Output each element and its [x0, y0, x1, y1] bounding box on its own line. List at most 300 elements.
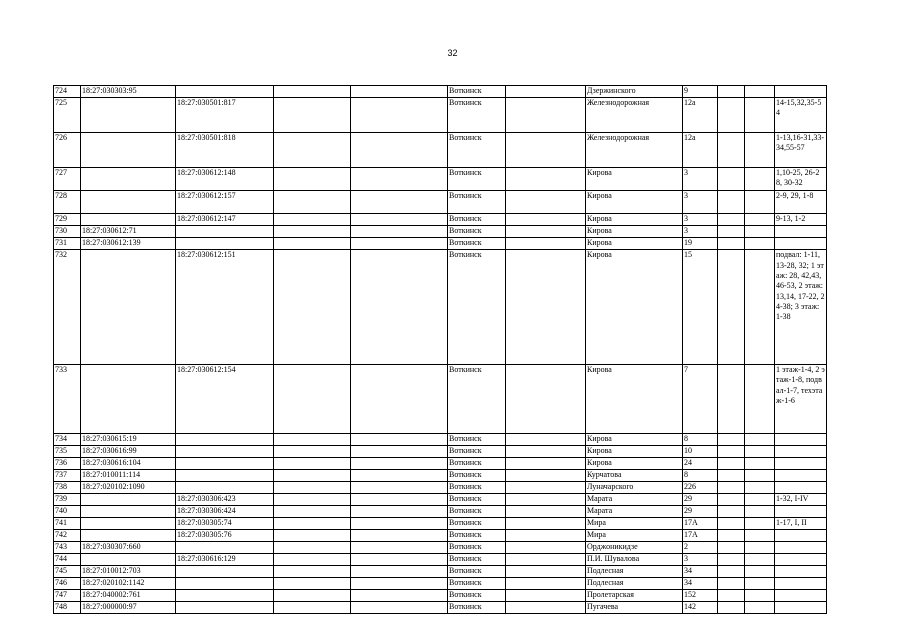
table-row — [54, 250, 827, 365]
street-cell: Дзержинского — [586, 86, 683, 98]
city-cell: Воткинск — [448, 553, 506, 565]
property-registry-table — [53, 85, 827, 614]
empty-cell — [745, 541, 775, 553]
cadastral-number-cell — [81, 250, 176, 365]
empty-cell — [506, 589, 586, 601]
cadastral-number-cell: 18:27:030303:95 — [81, 86, 176, 98]
empty-cell — [351, 190, 448, 213]
house-number-cell: 3 — [683, 190, 718, 213]
cadastral-number-cell: 18:27:010012:703 — [81, 565, 176, 577]
cadastral-number-cell — [81, 132, 176, 167]
city-cell: Воткинск — [448, 226, 506, 238]
empty-cell — [718, 517, 745, 529]
cadastral-number-cell: 18:27:020102:1090 — [81, 481, 176, 493]
empty-cell — [274, 86, 351, 98]
cadastral-number-cell: 18:27:030612:139 — [81, 238, 176, 250]
street-cell: Орджоникидзе — [586, 541, 683, 553]
table-row — [54, 505, 827, 517]
street-cell: Кирова — [586, 250, 683, 365]
house-number-cell: 19 — [683, 238, 718, 250]
room-cadastral-number-cell — [176, 481, 274, 493]
table-row — [54, 517, 827, 529]
empty-cell — [718, 250, 745, 365]
house-number-cell: 8 — [683, 469, 718, 481]
empty-cell — [274, 214, 351, 226]
empty-cell — [745, 589, 775, 601]
empty-cell — [506, 214, 586, 226]
row-number-cell: 741 — [54, 517, 81, 529]
cadastral-number-cell — [81, 517, 176, 529]
house-number-cell: 142 — [683, 601, 718, 613]
empty-cell — [274, 481, 351, 493]
empty-cell — [718, 226, 745, 238]
empty-cell — [351, 214, 448, 226]
room-numbers-cell — [775, 433, 827, 445]
room-numbers-cell — [775, 457, 827, 469]
house-number-cell: 226 — [683, 481, 718, 493]
row-number-cell: 739 — [54, 493, 81, 505]
street-cell: Кирова — [586, 214, 683, 226]
empty-cell — [745, 553, 775, 565]
empty-cell — [351, 553, 448, 565]
house-number-cell: 29 — [683, 505, 718, 517]
city-cell: Воткинск — [448, 589, 506, 601]
street-cell: Подлесная — [586, 577, 683, 589]
cadastral-number-cell: 18:27:030615:19 — [81, 433, 176, 445]
empty-cell — [718, 529, 745, 541]
room-numbers-cell: 1 этаж-1-4, 2 этаж-1-8, подвал-1-7, техэтаж-1-6 — [775, 364, 827, 433]
house-number-cell: 8 — [683, 433, 718, 445]
empty-cell — [274, 469, 351, 481]
empty-cell — [506, 445, 586, 457]
empty-cell — [274, 541, 351, 553]
house-number-cell: 10 — [683, 445, 718, 457]
row-number-cell: 737 — [54, 469, 81, 481]
empty-cell — [351, 541, 448, 553]
empty-cell — [745, 445, 775, 457]
empty-cell — [351, 505, 448, 517]
empty-cell — [745, 250, 775, 365]
empty-cell — [718, 457, 745, 469]
empty-cell — [351, 565, 448, 577]
room-numbers-cell — [775, 226, 827, 238]
row-number-cell: 747 — [54, 589, 81, 601]
room-numbers-cell: 1-17, I, II — [775, 517, 827, 529]
row-number-cell: 746 — [54, 577, 81, 589]
empty-cell — [745, 238, 775, 250]
city-cell: Воткинск — [448, 190, 506, 213]
row-number-cell: 743 — [54, 541, 81, 553]
row-number-cell: 734 — [54, 433, 81, 445]
table-row — [54, 481, 827, 493]
empty-cell — [745, 457, 775, 469]
empty-cell — [506, 98, 586, 133]
empty-cell — [506, 481, 586, 493]
house-number-cell: 29 — [683, 493, 718, 505]
table-row — [54, 529, 827, 541]
empty-cell — [351, 517, 448, 529]
row-number-cell: 748 — [54, 601, 81, 613]
street-cell: Железнодорожная — [586, 132, 683, 167]
city-cell: Воткинск — [448, 505, 506, 517]
empty-cell — [351, 457, 448, 469]
street-cell: Железнодорожная — [586, 98, 683, 133]
empty-cell — [351, 469, 448, 481]
table-row — [54, 433, 827, 445]
table-row — [54, 226, 827, 238]
room-numbers-cell — [775, 565, 827, 577]
empty-cell — [506, 505, 586, 517]
empty-cell — [274, 529, 351, 541]
empty-cell — [351, 238, 448, 250]
street-cell: Кирова — [586, 433, 683, 445]
city-cell: Воткинск — [448, 577, 506, 589]
empty-cell — [274, 364, 351, 433]
row-number-cell: 728 — [54, 190, 81, 213]
city-cell: Воткинск — [448, 250, 506, 365]
row-number-cell: 744 — [54, 553, 81, 565]
table-row — [54, 238, 827, 250]
empty-cell — [274, 226, 351, 238]
cadastral-number-cell: 18:27:040002:761 — [81, 589, 176, 601]
room-numbers-cell: 1-32, I-IV — [775, 493, 827, 505]
cadastral-number-cell — [81, 364, 176, 433]
empty-cell — [274, 601, 351, 613]
empty-cell — [351, 364, 448, 433]
cadastral-number-cell — [81, 553, 176, 565]
empty-cell — [745, 433, 775, 445]
city-cell: Воткинск — [448, 517, 506, 529]
street-cell: Пролетарская — [586, 589, 683, 601]
empty-cell — [745, 601, 775, 613]
city-cell: Воткинск — [448, 541, 506, 553]
empty-cell — [274, 445, 351, 457]
house-number-cell: 7 — [683, 364, 718, 433]
table-row — [54, 190, 827, 213]
room-cadastral-number-cell — [176, 541, 274, 553]
house-number-cell: 3 — [683, 553, 718, 565]
empty-cell — [718, 565, 745, 577]
city-cell: Воткинск — [448, 445, 506, 457]
empty-cell — [745, 505, 775, 517]
row-number-cell: 735 — [54, 445, 81, 457]
cadastral-number-cell — [81, 529, 176, 541]
empty-cell — [718, 469, 745, 481]
table-row — [54, 553, 827, 565]
empty-cell — [745, 481, 775, 493]
empty-cell — [506, 132, 586, 167]
empty-cell — [274, 132, 351, 167]
table-row — [54, 132, 827, 167]
table-row — [54, 601, 827, 613]
room-numbers-cell — [775, 445, 827, 457]
room-cadastral-number-cell — [176, 589, 274, 601]
city-cell: Воткинск — [448, 238, 506, 250]
empty-cell — [718, 541, 745, 553]
cadastral-number-cell: 18:27:000000:97 — [81, 601, 176, 613]
empty-cell — [745, 167, 775, 190]
row-number-cell: 729 — [54, 214, 81, 226]
row-number-cell: 738 — [54, 481, 81, 493]
street-cell: Марата — [586, 505, 683, 517]
empty-cell — [718, 98, 745, 133]
city-cell: Воткинск — [448, 86, 506, 98]
house-number-cell: 17А — [683, 517, 718, 529]
empty-cell — [351, 445, 448, 457]
city-cell: Воткинск — [448, 167, 506, 190]
city-cell: Воткинск — [448, 565, 506, 577]
cadastral-number-cell: 18:27:010011:114 — [81, 469, 176, 481]
empty-cell — [718, 364, 745, 433]
room-numbers-cell — [775, 553, 827, 565]
room-numbers-cell — [775, 601, 827, 613]
empty-cell — [718, 601, 745, 613]
street-cell: Мира — [586, 529, 683, 541]
house-number-cell: 3 — [683, 214, 718, 226]
empty-cell — [351, 132, 448, 167]
row-number-cell: 727 — [54, 167, 81, 190]
table-row — [54, 457, 827, 469]
room-cadastral-number-cell — [176, 86, 274, 98]
room-numbers-cell — [775, 238, 827, 250]
empty-cell — [745, 214, 775, 226]
street-cell: Курчатова — [586, 469, 683, 481]
empty-cell — [745, 517, 775, 529]
room-cadastral-number-cell: 18:27:030612:154 — [176, 364, 274, 433]
empty-cell — [506, 457, 586, 469]
room-cadastral-number-cell — [176, 601, 274, 613]
row-number-cell: 731 — [54, 238, 81, 250]
empty-cell — [718, 493, 745, 505]
row-number-cell: 733 — [54, 364, 81, 433]
empty-cell — [745, 226, 775, 238]
row-number-cell: 742 — [54, 529, 81, 541]
room-numbers-cell: 1,10-25, 26-28, 30-32 — [775, 167, 827, 190]
table-row — [54, 577, 827, 589]
house-number-cell: 24 — [683, 457, 718, 469]
empty-cell — [745, 86, 775, 98]
street-cell: Кирова — [586, 238, 683, 250]
empty-cell — [506, 553, 586, 565]
room-numbers-cell — [775, 541, 827, 553]
empty-cell — [274, 553, 351, 565]
empty-cell — [745, 132, 775, 167]
room-numbers-cell: 14-15,32,35-54 — [775, 98, 827, 133]
table-row — [54, 541, 827, 553]
empty-cell — [274, 589, 351, 601]
empty-cell — [745, 98, 775, 133]
room-cadastral-number-cell: 18:27:030501:817 — [176, 98, 274, 133]
empty-cell — [351, 86, 448, 98]
row-number-cell: 725 — [54, 98, 81, 133]
empty-cell — [274, 517, 351, 529]
cadastral-number-cell: 18:27:030616:99 — [81, 445, 176, 457]
cadastral-number-cell — [81, 167, 176, 190]
empty-cell — [274, 493, 351, 505]
street-cell: Луначарского — [586, 481, 683, 493]
street-cell: Кирова — [586, 364, 683, 433]
empty-cell — [506, 565, 586, 577]
city-cell: Воткинск — [448, 493, 506, 505]
table-row — [54, 167, 827, 190]
empty-cell — [718, 190, 745, 213]
street-cell: Кирова — [586, 167, 683, 190]
house-number-cell: 9 — [683, 86, 718, 98]
city-cell: Воткинск — [448, 98, 506, 133]
room-cadastral-number-cell: 18:27:030306:423 — [176, 493, 274, 505]
city-cell: Воткинск — [448, 601, 506, 613]
empty-cell — [351, 481, 448, 493]
street-cell: Подлесная — [586, 565, 683, 577]
row-number-cell: 730 — [54, 226, 81, 238]
empty-cell — [274, 167, 351, 190]
room-cadastral-number-cell — [176, 238, 274, 250]
empty-cell — [718, 167, 745, 190]
room-numbers-cell — [775, 469, 827, 481]
empty-cell — [718, 577, 745, 589]
room-cadastral-number-cell — [176, 565, 274, 577]
room-cadastral-number-cell — [176, 445, 274, 457]
row-number-cell: 732 — [54, 250, 81, 365]
empty-cell — [745, 190, 775, 213]
table-row — [54, 565, 827, 577]
room-numbers-cell: 9-13, 1-2 — [775, 214, 827, 226]
empty-cell — [351, 601, 448, 613]
empty-cell — [506, 493, 586, 505]
table-row — [54, 445, 827, 457]
row-number-cell: 745 — [54, 565, 81, 577]
empty-cell — [506, 469, 586, 481]
empty-cell — [351, 167, 448, 190]
room-cadastral-number-cell: 18:27:030616:129 — [176, 553, 274, 565]
empty-cell — [506, 364, 586, 433]
room-cadastral-number-cell — [176, 433, 274, 445]
empty-cell — [718, 553, 745, 565]
house-number-cell: 12а — [683, 132, 718, 167]
room-cadastral-number-cell: 18:27:030306:424 — [176, 505, 274, 517]
empty-cell — [351, 493, 448, 505]
empty-cell — [718, 433, 745, 445]
empty-cell — [506, 86, 586, 98]
cadastral-number-cell — [81, 98, 176, 133]
room-numbers-cell — [775, 577, 827, 589]
house-number-cell: 15 — [683, 250, 718, 365]
table-row — [54, 214, 827, 226]
cadastral-number-cell: 18:27:030307:660 — [81, 541, 176, 553]
city-cell: Воткинск — [448, 469, 506, 481]
empty-cell — [351, 226, 448, 238]
cadastral-number-cell — [81, 190, 176, 213]
empty-cell — [718, 86, 745, 98]
cadastral-number-cell — [81, 214, 176, 226]
house-number-cell: 3 — [683, 226, 718, 238]
empty-cell — [351, 433, 448, 445]
room-numbers-cell — [775, 481, 827, 493]
room-cadastral-number-cell — [176, 457, 274, 469]
empty-cell — [745, 529, 775, 541]
empty-cell — [274, 433, 351, 445]
empty-cell — [506, 541, 586, 553]
empty-cell — [745, 577, 775, 589]
empty-cell — [506, 226, 586, 238]
table-row — [54, 86, 827, 98]
cadastral-number-cell — [81, 493, 176, 505]
empty-cell — [506, 190, 586, 213]
city-cell: Воткинск — [448, 214, 506, 226]
room-cadastral-number-cell — [176, 577, 274, 589]
room-cadastral-number-cell: 18:27:030612:147 — [176, 214, 274, 226]
house-number-cell: 17А — [683, 529, 718, 541]
room-numbers-cell — [775, 589, 827, 601]
cadastral-number-cell: 18:27:030616:104 — [81, 457, 176, 469]
room-numbers-cell — [775, 529, 827, 541]
house-number-cell: 3 — [683, 167, 718, 190]
cadastral-number-cell — [81, 505, 176, 517]
street-cell: П.И. Шувалова — [586, 553, 683, 565]
empty-cell — [274, 98, 351, 133]
street-cell: Кирова — [586, 226, 683, 238]
room-numbers-cell: 2-9, 29, 1-8 — [775, 190, 827, 213]
empty-cell — [351, 589, 448, 601]
empty-cell — [351, 98, 448, 133]
table-row — [54, 589, 827, 601]
empty-cell — [718, 505, 745, 517]
city-cell: Воткинск — [448, 364, 506, 433]
room-cadastral-number-cell: 18:27:030501:818 — [176, 132, 274, 167]
table-row — [54, 469, 827, 481]
city-cell: Воткинск — [448, 529, 506, 541]
row-number-cell: 740 — [54, 505, 81, 517]
empty-cell — [718, 132, 745, 167]
empty-cell — [351, 529, 448, 541]
empty-cell — [274, 238, 351, 250]
empty-cell — [506, 250, 586, 365]
room-numbers-cell: 1-13,16-31,33-34,55-57 — [775, 132, 827, 167]
empty-cell — [274, 565, 351, 577]
empty-cell — [274, 577, 351, 589]
room-numbers-cell: подвал: 1-11, 13-28, 32; 1 этаж: 28, 42,43,46-53, 2 этаж: 13,14, 17-22, 24-38; 3 этаж: 1-38 — [775, 250, 827, 365]
empty-cell — [718, 589, 745, 601]
empty-cell — [745, 469, 775, 481]
empty-cell — [506, 433, 586, 445]
city-cell: Воткинск — [448, 457, 506, 469]
empty-cell — [506, 238, 586, 250]
street-cell: Пугачева — [586, 601, 683, 613]
room-cadastral-number-cell — [176, 226, 274, 238]
street-cell: Кирова — [586, 190, 683, 213]
street-cell: Кирова — [586, 445, 683, 457]
empty-cell — [506, 517, 586, 529]
city-cell: Воткинск — [448, 433, 506, 445]
house-number-cell: 152 — [683, 589, 718, 601]
cadastral-number-cell: 18:27:020102:1142 — [81, 577, 176, 589]
empty-cell — [718, 214, 745, 226]
house-number-cell: 2 — [683, 541, 718, 553]
empty-cell — [274, 250, 351, 365]
empty-cell — [274, 190, 351, 213]
row-number-cell: 736 — [54, 457, 81, 469]
empty-cell — [718, 445, 745, 457]
city-cell: Воткинск — [448, 132, 506, 167]
registry-body — [54, 86, 827, 614]
cadastral-number-cell: 18:27:030612:71 — [81, 226, 176, 238]
empty-cell — [718, 238, 745, 250]
room-cadastral-number-cell: 18:27:030305:76 — [176, 529, 274, 541]
room-cadastral-number-cell: 18:27:030305:74 — [176, 517, 274, 529]
page-number: 32 — [447, 48, 458, 58]
room-numbers-cell — [775, 505, 827, 517]
empty-cell — [274, 505, 351, 517]
